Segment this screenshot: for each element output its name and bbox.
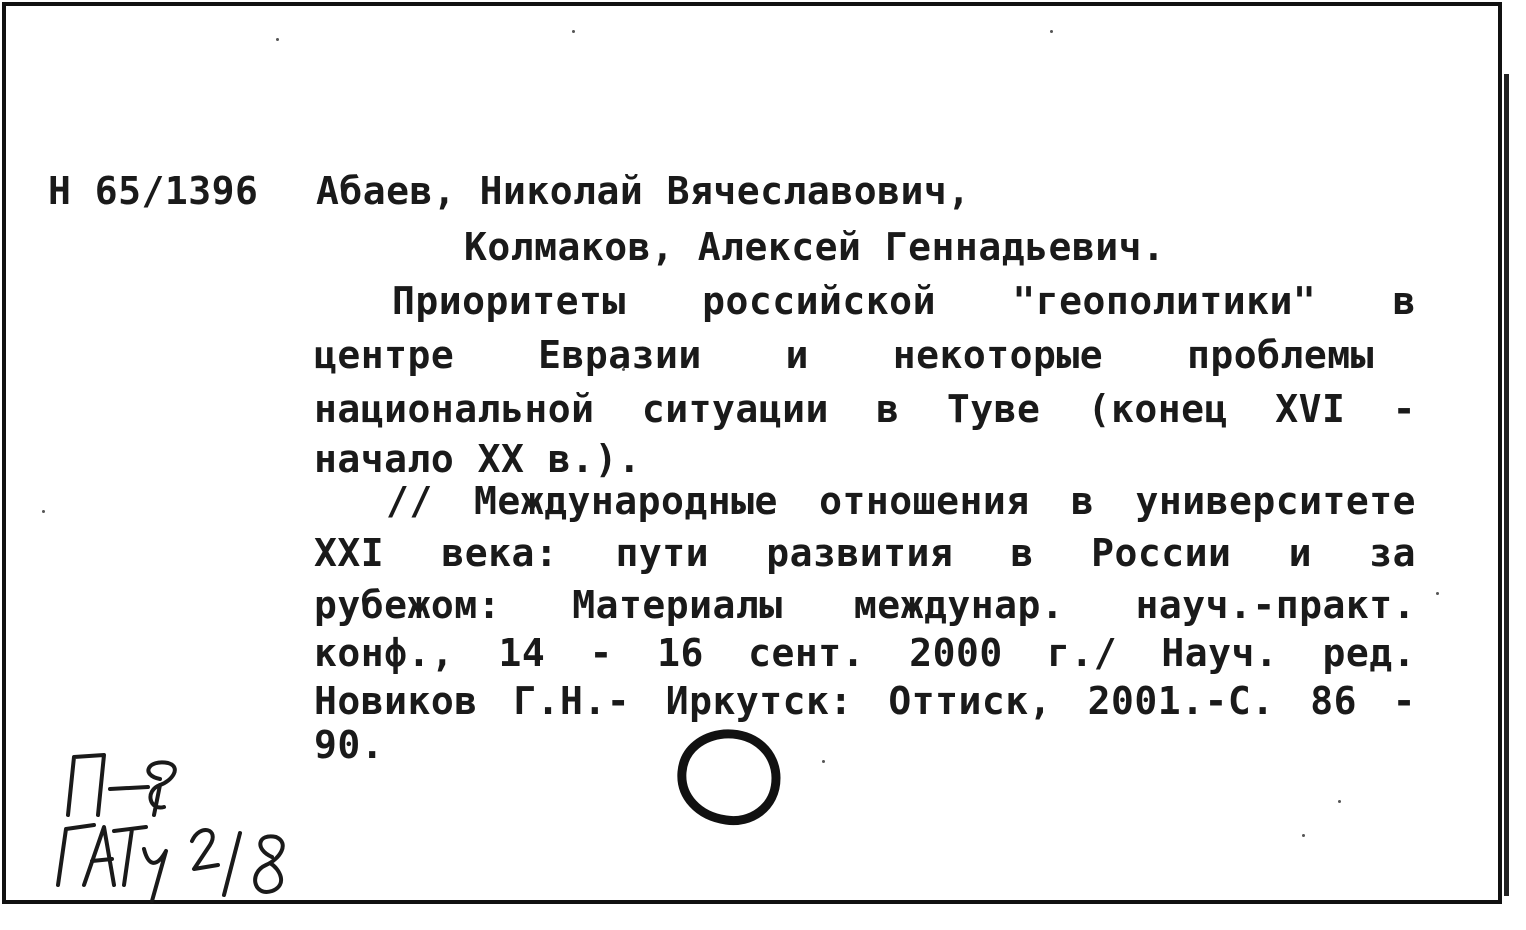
source-line-6: 90. — [314, 723, 385, 767]
title-line-4: начало XX в.). — [314, 437, 642, 481]
circle-mark — [668, 726, 788, 836]
scan-speck — [822, 760, 825, 763]
coauthor-line: Колмаков, Алексей Геннадьевич. — [464, 225, 1166, 269]
scan-speck — [1338, 800, 1341, 803]
scan-speck — [276, 38, 279, 41]
source-line-1: // Международные отношения в университете — [386, 479, 1416, 523]
scan-speck — [1050, 30, 1053, 33]
source-line-4: конф., 14 - 16 сент. 2000 г./ Науч. ред. — [314, 631, 1416, 675]
handwritten-shelfmark — [44, 745, 304, 905]
call-number: Н 65/1396 — [48, 169, 259, 213]
title-line-1: Приоритеты российской "геополитики" в — [392, 279, 1416, 323]
source-line-3: рубежом: Материалы междунар. науч.-практ. — [314, 583, 1416, 627]
scan-speck — [1436, 592, 1439, 595]
title-line-2: центре Евразии и некоторые проблемы — [314, 333, 1374, 377]
source-line-2: XXI века: пути развития в России и за — [314, 531, 1416, 575]
source-line-5: Новиков Г.Н.- Иркутск: Оттиск, 2001.-С. 86 - — [314, 679, 1416, 723]
card-edge-shadow — [1504, 74, 1509, 896]
scan-speck — [572, 30, 575, 33]
author-line: Абаев, Николай Вячеславович, — [316, 169, 971, 213]
scan-speck — [42, 510, 45, 513]
title-line-3: национальной ситуации в Туве (конец XVI - — [314, 387, 1416, 431]
scan-speck — [1302, 834, 1305, 837]
